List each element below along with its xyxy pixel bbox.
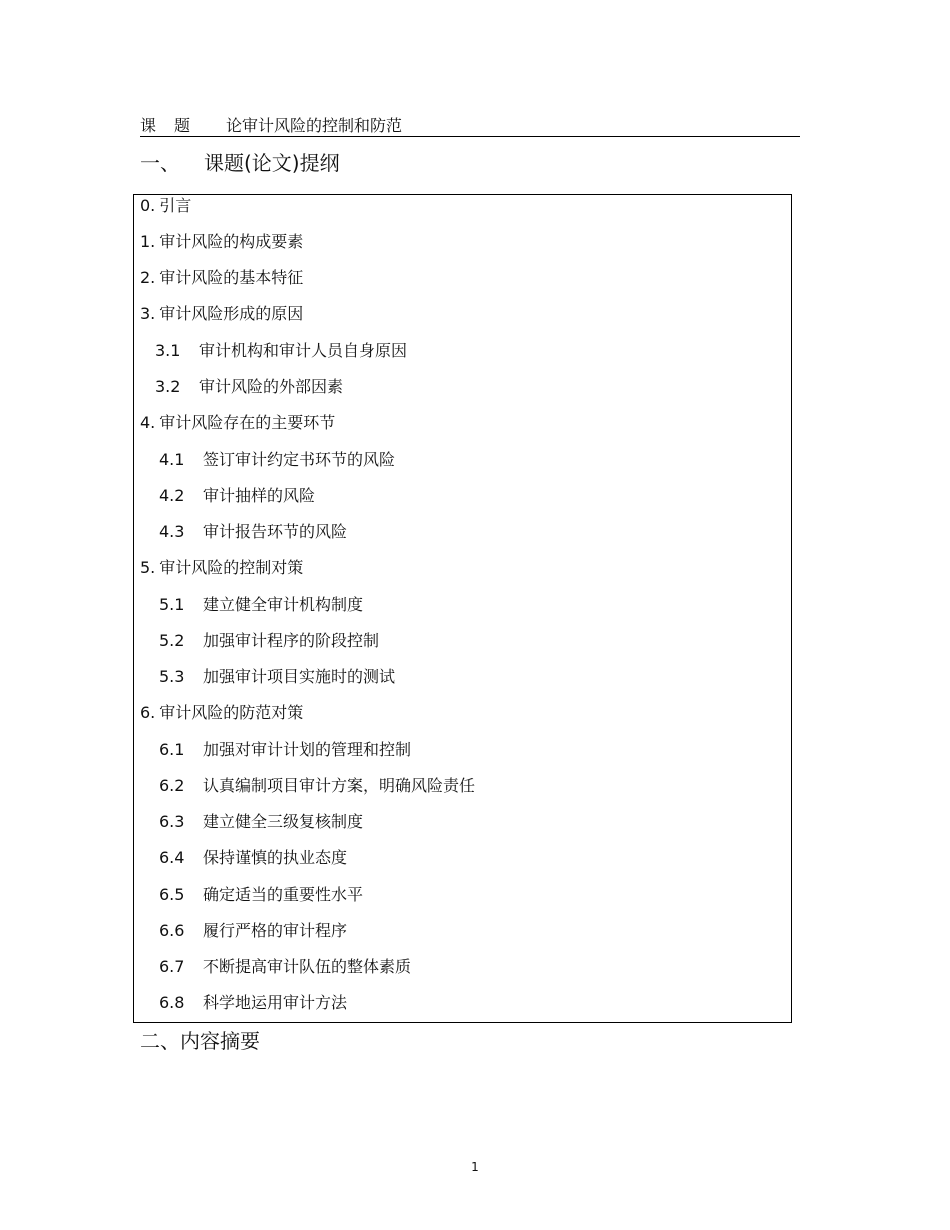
outline-subitem: 4.2 审计抽样的风险 xyxy=(159,486,316,505)
outline-subitem: 6.5 确定适当的重要性水平 xyxy=(159,885,364,904)
outline-item: 0. 引言 xyxy=(140,196,192,215)
outline-item: 6. 审计风险的防范对策 xyxy=(140,703,304,722)
topic-title: 论审计风险的控制和防范 xyxy=(226,116,403,135)
outline-subitem: 5.3 加强审计项目实施时的测试 xyxy=(159,667,396,686)
topic-label: 课题 xyxy=(140,116,209,135)
outline-subitem: 3.2 审计风险的外部因素 xyxy=(155,377,344,396)
outline-subitem: 6.7 不断提高审计队伍的整体素质 xyxy=(159,957,412,976)
section-heading-abstract: 二、内容摘要 xyxy=(140,1029,260,1053)
outline-subitem: 5.2 加强审计程序的阶段控制 xyxy=(159,631,380,650)
outline-item: 3. 审计风险形成的原因 xyxy=(140,304,304,323)
outline-subitem: 4.3 审计报告环节的风险 xyxy=(159,522,348,541)
outline-subitem: 5.1 建立健全审计机构制度 xyxy=(159,595,364,614)
topic-row xyxy=(140,116,800,137)
section-title: 课题(论文)提纲 xyxy=(204,151,340,175)
outline-item: 1. 审计风险的构成要素 xyxy=(140,232,304,251)
outline-subitem: 6.8 科学地运用审计方法 xyxy=(159,993,348,1012)
outline-subitem: 6.1 加强对审计计划的管理和控制 xyxy=(159,740,412,759)
section-heading-outline xyxy=(140,150,340,176)
outline-item: 2. 审计风险的基本特征 xyxy=(140,268,304,287)
outline-item: 5. 审计风险的控制对策 xyxy=(140,558,304,577)
outline-subitem: 4.1 签订审计约定书环节的风险 xyxy=(159,450,396,469)
outline-subitem: 6.3 建立健全三级复核制度 xyxy=(159,812,364,831)
outline-subitem: 6.2 认真编制项目审计方案，明确风险责任 xyxy=(159,776,476,795)
outline-subitem: 3.1 审计机构和审计人员自身原因 xyxy=(155,341,408,360)
outline-subitem: 6.4 保持谨慎的执业态度 xyxy=(159,848,348,867)
outline-subitem: 6.6 履行严格的审计程序 xyxy=(159,921,348,940)
section-number: 一、 xyxy=(140,151,180,175)
page-number: 1 xyxy=(471,1160,479,1174)
outline-box xyxy=(133,194,792,1023)
outline-item: 4. 审计风险存在的主要环节 xyxy=(140,413,336,432)
